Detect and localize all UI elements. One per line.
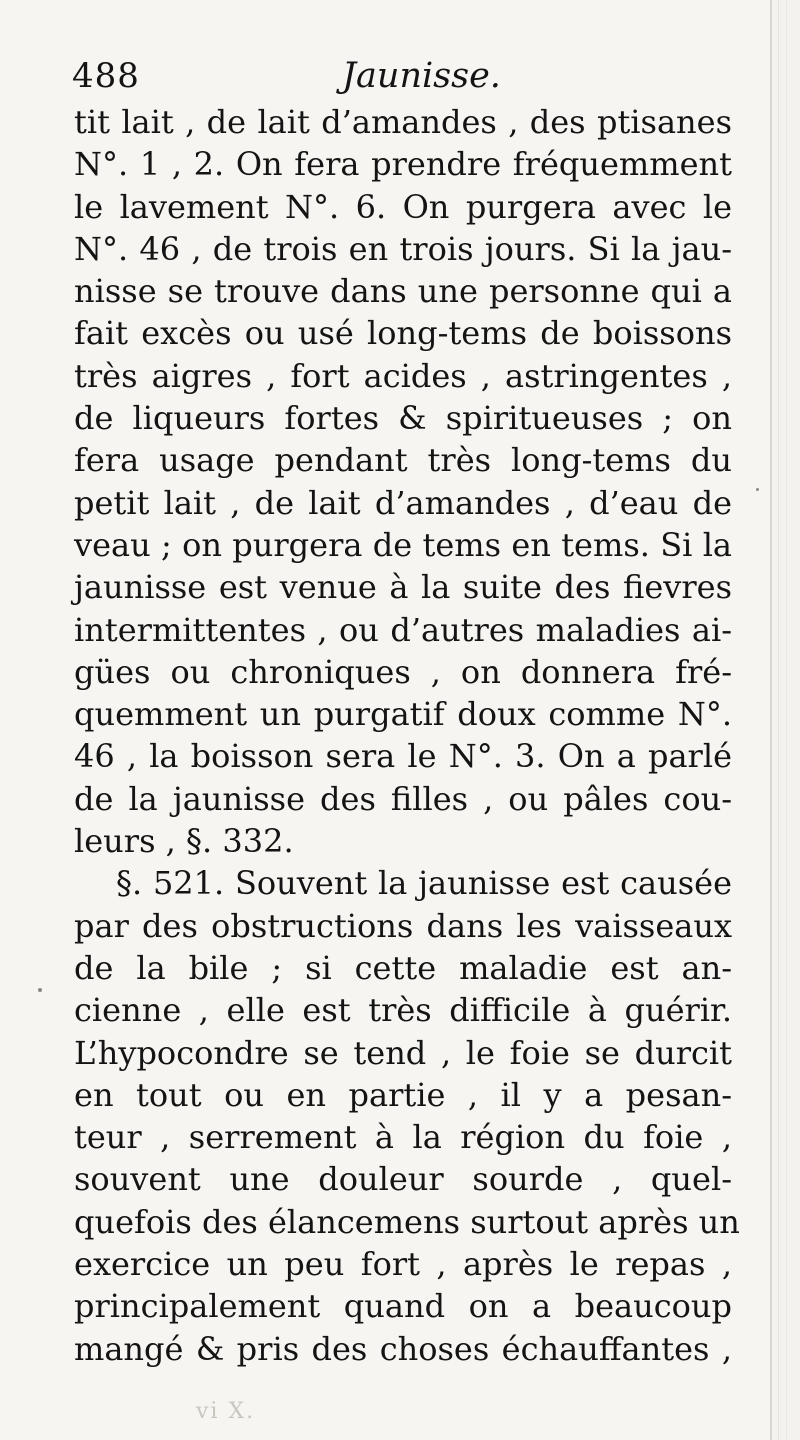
text-line: souvent une douleur sourde , quel- (74, 1160, 732, 1199)
page-header (72, 52, 732, 100)
text-line: gües ou chroniques , on donnera fré- (74, 652, 732, 691)
text-line: intermittentes , ou d’autres maladies ai- (74, 610, 732, 649)
text-line: 46 , la boisson sera le N°. 3. On a parlé (74, 737, 732, 776)
text-line: très aigres , fort acides , astringentes , (74, 356, 732, 395)
text-line: petit lait , de lait d’amandes , d’eau de (74, 483, 732, 522)
text-line: teur , serrement à la région du foie , (74, 1118, 732, 1157)
ink-speck (756, 488, 759, 491)
text-line: N°. 46 , de trois en trois jours. Si la jau- (74, 229, 732, 268)
page-number: 488 (72, 56, 140, 96)
text-line: N°. 1 , 2. On fera prendre fréquemment (74, 145, 732, 184)
text-line: quefois des élancemens surtout après un (74, 1202, 740, 1241)
text-line: le lavement N°. 6. On purgera avec le (74, 187, 732, 226)
text-line: mangé & pris des choses échauffantes , (74, 1329, 732, 1368)
text-line: par des obstructions dans les vaisseaux (74, 906, 732, 945)
text-line: de liqueurs fortes & spiritueuses ; on (74, 399, 732, 438)
text-line: fait excès ou usé long-tems de boissons (74, 314, 732, 353)
text-line: quemment un purgatif doux comme N°. (74, 695, 732, 734)
text-line: cienne , elle est très difficile à guérir. (74, 991, 732, 1030)
text-line: tit lait , de lait d’amandes , des ptisanes (74, 103, 732, 141)
section-start-line: §. 521. Souvent la jaunisse est causée (116, 864, 732, 903)
text-line: principalement quand on a beaucoup (74, 1287, 732, 1326)
text-line: L’hypocondre se tend , le foie se durcit (74, 1033, 732, 1072)
text-line: de la bile ; si cette maladie est an- (74, 948, 732, 987)
paragraph-end-line: leurs , §. 332. (74, 822, 294, 861)
page-edge (770, 0, 800, 1440)
running-title: Jaunisse. (342, 56, 501, 96)
text-line: de la jaunisse des filles , ou pâles cou- (74, 779, 732, 818)
printer-signature: vi X. (196, 1399, 256, 1424)
text-line: fera usage pendant très long-tems du (74, 441, 732, 480)
text-line: en tout ou en partie , il y a pesan- (74, 1075, 732, 1114)
ink-speck (38, 988, 42, 992)
body-text (74, 101, 740, 1370)
text-line: nisse se trouve dans une personne qui a (74, 272, 732, 311)
text-line: veau ; on purgera de tems en tems. Si la (74, 525, 732, 564)
text-line: jaunisse est venue à la suite des fievres (74, 568, 732, 607)
text-line: exercice un peu fort , après le repas , (74, 1245, 732, 1284)
